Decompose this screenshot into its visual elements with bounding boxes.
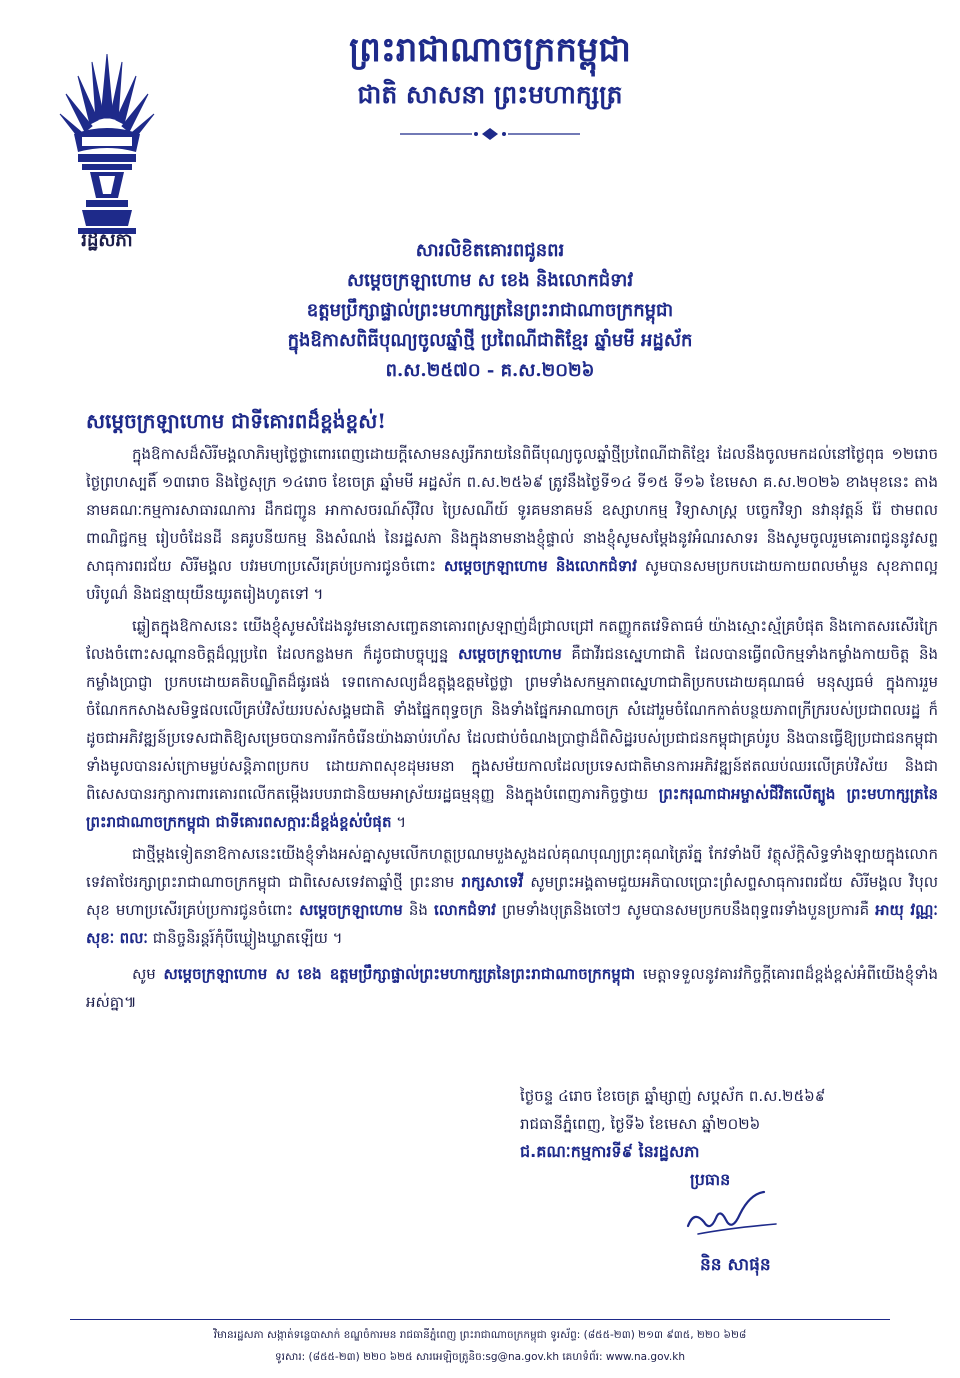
letter-title	[150, 236, 830, 386]
emphasis-text: ព្រះករុណាជាអម្ចាស់ជីវិតលើត្បូង ព្រះមហាក្សត្រនៃព្រះរាជាណាចក្រកម្ពុជា ជាទីគោរពសក្ការៈដ៏ខ្ពង់ខ្ពស់បំផុត	[86, 785, 938, 831]
paragraph-text: សូមបានសមប្រកបដោយកាយពលមាំមួន សុខភាពល្អបរិបូណ៌ និងជន្មាយុយឺនយូរតរៀងហូតទៅ ។	[86, 557, 938, 603]
emphasis-text: សម្តេចក្រឡាហោម	[299, 901, 403, 919]
emphasis-text: លោកជំទាវ	[434, 901, 496, 919]
closing-paragraph	[86, 960, 938, 1016]
footer-contact: ទូរសារ: (៨៥៥-២៣) ២២០ ៦២៥ សារអេឡិចត្រូនិច:sg@na.gov.kh គេហទំព័រ: www.na.gov.kh	[275, 1351, 685, 1363]
ornament-divider-icon	[400, 126, 580, 142]
title-line-5: ព.ស.២៥៧០ - គ.ស.២០២៦	[385, 360, 595, 381]
paragraph-3	[86, 840, 938, 952]
paragraph-text: ជានិច្ចនិរន្តរ៍កុំបីឃ្លៀងឃ្លាតឡើយ ។	[152, 929, 343, 947]
org-name: រដ្ឋសភា	[81, 230, 133, 251]
paragraph-2	[86, 612, 938, 836]
emphasis-text: សម្តេចក្រឡាហោម ស ខេង ឧត្តមប្រឹក្សាផ្ទាល់ព្រះមហាក្សត្រនៃព្រះរាជាណាចក្រកម្ពុជា	[163, 965, 636, 983]
title-line-2: សម្តេចក្រឡាហោម ស ខេង និងលោកជំទាវ	[346, 270, 634, 291]
letter-body	[86, 440, 938, 1020]
signer-name: និន សាផុន	[700, 1255, 771, 1275]
paragraph-1	[86, 440, 938, 608]
footer-divider	[70, 1319, 890, 1320]
title-line-3: ឧត្តមប្រឹក្សាផ្ទាល់ព្រះមហាក្សត្រនៃព្រះរាជាណាចក្រកម្ពុជា	[306, 300, 674, 321]
emphasis-text: សម្តេចក្រឡាហោម និងលោកជំទាវ	[443, 557, 637, 575]
title-line-1: សារលិខិតគោរពជូនពរ	[415, 240, 565, 261]
parliament-emblem-icon	[52, 48, 162, 238]
paragraph-text: និង	[408, 901, 428, 919]
emphasis-text: រាក្សសាទេវី	[461, 873, 524, 891]
footer	[70, 1324, 890, 1368]
emphasis-text: សម្តេចក្រឡាហោម	[458, 645, 562, 663]
date-lunar: ថ្ងៃចន្ទ ៤រោច ខែចេត្រ ឆ្នាំម្សាញ់ សប្តស័ក ព.ស.២៥៦៩	[520, 1087, 826, 1105]
paragraph-text: ។	[396, 813, 407, 831]
signature-block	[520, 1082, 920, 1194]
paragraph-text: សូម	[132, 965, 156, 983]
handwritten-signature-icon	[680, 1184, 790, 1244]
paragraph-text: មេត្តាទទួលនូវគារវកិច្ចក្តីគោរពដ៏ខ្ពង់ខ្ពស់អំពីយើងខ្ញុំទាំងអស់គ្នា៕	[86, 965, 938, 1011]
paragraph-text: ក្នុងឱកាសដ៏សិរីមង្គលាភិរម្យថ្លៃថ្លាពោរពេញដោយក្តីសោមនស្សរីករាយនៃពិធីបុណ្យចូលឆ្នាំថ្មីប្រពៃណីជាតិខ្មែរ ដែលនឹងចូលមកដល់នៅថ្ងៃពុធ ១២រោច ថ្ងៃព្រហស្បតិ៍ ១៣រោច និងថ្ងៃសុក្រ ១៤រោច ខែចេត្រ ឆ្នាំមមី អដ្ឋស័ក ព.ស.២៥៦៩ ត្រូវនឹងថ្ងៃទី១៤ ទី១៥ ទី១៦ ខែមេសា គ.ស.២០២៦ ខាងមុខនេះ តាងនាមគណៈកម្មការសាធារណការ ដឹកជញ្ជូន អាកាសចរណ៍ស៊ីវិល ប្រៃសណីយ៍ ទូរគមនាគមន៍ ឧស្សាហកម្ម វិទ្យាសាស្ត្រ បច្ចេកវិទ្យា នវានុវត្តន៍ រ៉ែ ថាមពល ពាណិជ្ជកម្ម រៀបចំដែនដី នគរូបនីយកម្ម និងសំណង់ នៃរដ្ឋសភា និងក្នុងនាមនាងខ្ញុំផ្ទាល់ នាងខ្ញុំសូមសម្តែងនូវអំណរសាទរ និងសូមចូលរួមគោរពជូននូវសព្ទសាធុការពរជ័យ សិរីមង្គល បវរមហាប្រសើរគ្រប់ប្រការជូនចំពោះ	[86, 445, 938, 575]
emphasis-text: អាយុ វណ្ណៈ សុខៈ ពលៈ	[86, 901, 938, 947]
footer-address: វិមានរដ្ឋសភា សង្កាត់ទន្លេបាសាក់ ខណ្ឌចំការមន រាជធានីភ្នំពេញ ព្រះរាជាណាចក្រកម្ពុជា ទូរស័ព្ទ: (៨៥៥-២៣) ២១៣ ៩៣៥, ២២០ ៦២៨	[213, 1329, 747, 1341]
paragraph-text: ឆ្លៀតក្នុងឱកាសនេះ យើងខ្ញុំសូមសំដែងនូវមនោសញ្ចេតនាគោរពស្រឡាញ់ដ៏ជ្រាលជ្រៅ កតញ្ញូកតវេទិតាធម៌ យ៉ាងស្មោះស្ម័គ្របំផុត និងកោតសរសើរក្រៃលែងចំពោះសណ្តានចិត្តដ៏ល្អប្រពៃ ដែលកន្លងមក ក៏ដូចជាបច្ចុប្បន្ន	[86, 617, 938, 663]
national-motto: ជាតិ សាសនា ព្រះមហាក្សត្រ	[357, 80, 623, 109]
paragraph-text: ជាថ្មីម្តងទៀតនាឱកាសនេះយើងខ្ញុំទាំងអស់គ្នាសូមលើកហត្ថប្រណមបួងសួងដល់គុណបុណ្យព្រះគុណត្រៃរ័ត្ន កែវទាំងបី វត្ថុស័ក្តិសិទ្ធទាំងឡាយក្នុងលោក ទេវតាថែរក្សាព្រះរាជាណាចក្រកម្ពុជា ជាពិសេសទេវតាឆ្នាំថ្មី ព្រះនាម	[86, 845, 938, 891]
paragraph-text: សូមព្រះអង្គតាមជួយអភិបាលប្រោះព្រំសព្ទសាធុការពរជ័យ សិរីមង្គល វិបុលសុខ មហាប្រសើរគ្រប់ប្រការជូនចំពោះ	[86, 873, 938, 919]
signer-role: ប្រធាន	[690, 1170, 731, 1189]
signer-department: ជ.គណៈកម្មការទី៩ នៃរដ្ឋសភា	[520, 1142, 700, 1161]
kingdom-heading: ព្រះរាជាណាចក្រកម្ពុជា	[349, 30, 631, 70]
date-solar: រាជធានីភ្នំពេញ, ថ្ងៃទី៦ ខែមេសា ឆ្នាំ២០២៦	[520, 1115, 761, 1133]
salutation: សម្តេចក្រឡាហោម ជាទីគោរពដ៏ខ្ពង់ខ្ពស់!	[86, 409, 387, 433]
title-line-4: ក្នុងឱកាសពិធីបុណ្យចូលឆ្នាំថ្មី ប្រពៃណីជាតិខ្មែរ ឆ្នាំមមី អដ្ឋស័ក	[287, 330, 693, 351]
paragraph-text: ព្រមទាំងបុត្រនិងចៅៗ សូមបានសមប្រកបនឹងពុទ្ធពរទាំងបួនប្រការគឺ	[502, 901, 870, 919]
paragraph-text: គឺជាវីរជនស្នេហាជាតិ ដែលបានធ្វើពលិកម្មទាំងកម្លាំងកាយចិត្ត និងកម្លាំងប្រាជ្ញា ប្រកបដោយគតិបណ្ឌិតដ៏ផូរផង់ ទេពកោសល្យដ៏ឧត្តុង្គឧត្តមថ្លៃថ្លា ព្រមទាំងសកម្មភាពស្នេហាជាតិប្រកបដោយគុណធម៌ មនុស្សធម៌ ក្នុងការរួមចំណែកកសាងសមិទ្ធផលលើគ្រប់វិស័យរបស់សង្គមជាតិ ទាំងផ្នែកពុទ្ធចក្រ និងទាំងផ្នែកអាណាចក្រ សំដៅរួមចំណែកកាត់បន្ថយភាពក្រីក្ររបស់ប្រជាពលរដ្ឋ ក៏ដូចជាអភិវឌ្ឍន៍ប្រទេសជាតិឱ្យសម្រេចបានការរីកចំរើនយ៉ាងឆាប់រហ័ស ដែលជាប់ចំណងប្រាជ្ញាដ៏ពិសិដ្ឋរបស់ប្រជាជនកម្ពុជាគ្រប់រូប និងបានធ្វើឱ្យប្រជាជនកម្ពុជាទាំងមូលបានរស់ក្រោមម្លប់សន្តិភាពប្រកប ដោយភាពសុខដុមរមនា ក្នុងសម័យកាលដែលប្រទេសជាតិមានការអភិវឌ្ឍន៍ឥតឈប់ឈរលើគ្រប់វិស័យ និងជាពិសេសបានរក្សាការពារគោរពលើកតម្កើងរបបរាជានិយមអាស្រ័យរដ្ឋធម្មនុញ្ញ និងក្នុងបំពេញភារកិច្ចថ្វាយ	[86, 645, 938, 803]
